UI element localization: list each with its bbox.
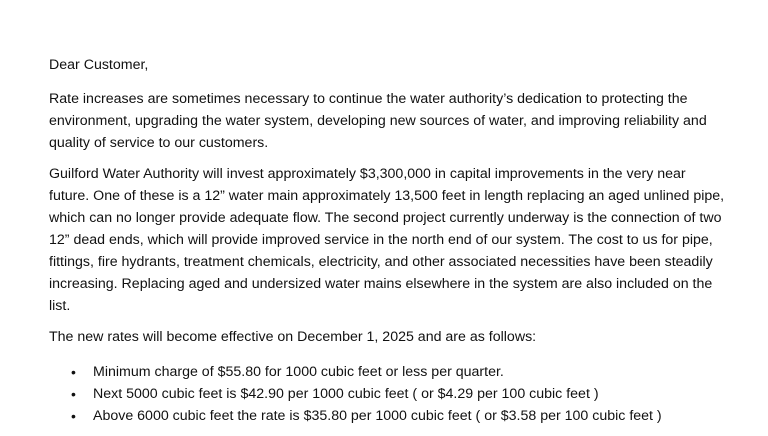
rate-item-minimum (71, 361, 729, 383)
letter-body (49, 54, 729, 427)
rates-list (49, 361, 729, 427)
paragraph-rates-intro: The new rates will become effective on December 1, 2025 and are as follows: (49, 329, 537, 345)
bullet-icon: • (71, 408, 76, 424)
rate-item-next-5000 (71, 383, 729, 405)
bullet-icon: • (71, 386, 76, 402)
paragraph-capital-improvements: Guilford Water Authority will invest approximately $3,300,000 in capital improvements in the very near future. One of these is a 12” water main approximately 13,500 feet in length replacing an aged unlined pipe, which can no longer provide adequate flow. The second project currently underway is the connection of two 12” dead ends, which will provide improved service in the north end of our system. The cost to us for pipe, fittings, fire hydrants, treatment chemicals, electricity, and other associated necessities have been steadily increasing. Replacing aged and undersized water mains elsewhere in the system are also included on the list. (49, 166, 725, 314)
rate-item-text: Next 5000 cubic feet is $42.90 per 1000 cubic feet ( or $4.29 per 100 cubic feet ) (93, 386, 599, 402)
rate-item-text: Minimum charge of $55.80 for 1000 cubic feet or less per quarter. (93, 364, 504, 380)
salutation: Dear Customer, (49, 57, 149, 73)
rate-item-text: Above 6000 cubic feet the rate is $35.80 per 1000 cubic feet ( or $3.58 per 100 cubic feet ) (93, 408, 662, 424)
rate-item-above-6000 (71, 405, 729, 427)
paragraph-rate-increase: Rate increases are sometimes necessary to continue the water authority’s dedication to protecting the environment, upgrading the water system, developing new sources of water, and improving reliability and quality of service to our customers. (49, 91, 707, 151)
bullet-icon: • (71, 364, 76, 380)
